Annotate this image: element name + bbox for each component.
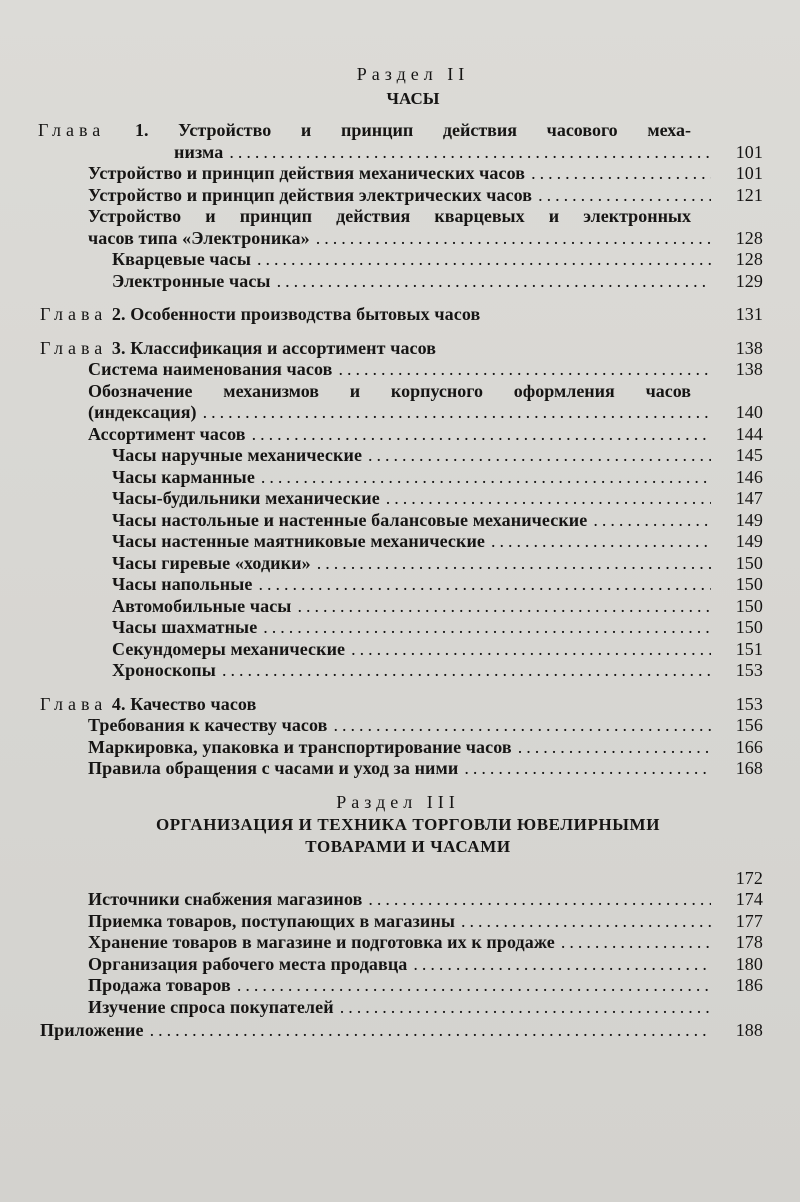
page-number: 168 (735, 758, 763, 778)
chapter-4-prefix: Глава (40, 693, 108, 714)
toc-row (38, 488, 763, 510)
toc-row (38, 359, 763, 381)
toc-entry: Часы-будильники механические (112, 488, 380, 508)
leader-dots (386, 488, 711, 510)
toc-entry: Устройство и принцип действия механических часов (88, 163, 526, 183)
section-3-title-line2: ТОВАРАМИ И ЧАСАМИ (305, 836, 511, 856)
page-number: 178 (735, 932, 763, 952)
toc-row (38, 617, 763, 639)
chapter-2-prefix: Глава (40, 304, 108, 324)
toc-entry: Правила обращения с часами и уход за ними (88, 758, 459, 778)
toc-row (38, 596, 763, 618)
table-of-contents (38, 62, 763, 1042)
leader-dots (229, 142, 711, 164)
toc-row (38, 737, 763, 759)
toc-subentry: Электронные часы (112, 270, 271, 291)
leader-dots (297, 596, 711, 618)
leader-dots (368, 445, 711, 467)
page-number: 150 (735, 552, 763, 573)
page-number: 138 (735, 337, 763, 358)
chapter-2-row (38, 304, 763, 326)
leader-dots (252, 424, 711, 446)
section-3-title-line1: ОРГАНИЗАЦИЯ И ТЕХНИКА ТОРГОВЛИ ЮВЕЛИРНЫМИ (155, 814, 661, 834)
leader-dots (258, 574, 711, 596)
page-number: 153 (735, 693, 763, 714)
page-number: 150 (735, 617, 763, 637)
toc-entry: Часы настольные и настенные балансовые механические (112, 509, 588, 530)
toc-row (38, 868, 763, 890)
leader-dots (593, 510, 711, 532)
page-number: 150 (735, 595, 763, 616)
leader-dots (261, 467, 711, 489)
toc-entry: Требования к качеству часов (88, 715, 328, 735)
toc-entry-line1: Устройство и принцип действия кварцевых и электронных (88, 206, 691, 226)
toc-row (38, 510, 763, 532)
toc-entry: Организация рабочего места продавца (88, 953, 408, 974)
leader-dots (518, 737, 711, 759)
toc-row (38, 997, 763, 1019)
page-number: 145 (735, 445, 763, 465)
section-3-title (98, 814, 718, 858)
toc-entry: Автомобильные часы (112, 595, 292, 616)
toc-entry: Часы наручные механические (112, 445, 363, 465)
chapter-1-title-line2: низма (174, 141, 224, 162)
chapter-2-heading (40, 304, 480, 326)
toc-row (38, 889, 763, 911)
leader-dots (203, 402, 711, 424)
toc-row (38, 424, 763, 446)
leader-dots (237, 975, 711, 997)
page-number: 101 (735, 163, 763, 183)
toc-row (38, 758, 763, 780)
appendix-row (38, 1020, 763, 1042)
toc-entry: Продажа товаров (88, 975, 231, 995)
toc-subentry: Кварцевые часы (112, 249, 252, 269)
chapter-1-title-line1: 1. Устройство и принцип действия часового меха- (134, 120, 691, 140)
toc-row (38, 553, 763, 575)
page-number: 129 (735, 270, 763, 291)
page-number: 172 (735, 867, 763, 888)
page-number: 147 (735, 488, 763, 508)
chapter-4-title: 4. Качество часов (111, 693, 257, 714)
page-number: 180 (735, 953, 763, 974)
chapter-1-prefix: Глава (38, 120, 106, 140)
leader-dots (317, 553, 711, 575)
leader-dots (150, 1020, 711, 1042)
page-number: 149 (735, 531, 763, 551)
toc-entry: Устройство и принцип действия электрических часов (88, 184, 533, 205)
toc-entry: Система наименования часов (88, 359, 333, 379)
toc-row (38, 271, 763, 293)
toc-row (38, 911, 763, 933)
leader-dots (461, 911, 711, 933)
toc-row (38, 715, 763, 737)
toc-row (38, 467, 763, 489)
section-3-label: Раздел III (336, 791, 460, 812)
page-number: 156 (735, 715, 763, 735)
toc-row (38, 660, 763, 682)
toc-entry-line1: Обозначение механизмов и корпусного оформления часов (88, 380, 691, 401)
page-number: 174 (735, 889, 763, 909)
leader-dots (351, 639, 711, 661)
leader-dots (338, 359, 711, 381)
page-number: 151 (735, 638, 763, 659)
toc-row (38, 954, 763, 976)
toc-entry: Часы гиревые «ходики» (112, 552, 311, 573)
page-number: 186 (735, 975, 763, 995)
page-number: 138 (735, 359, 763, 379)
toc-entry: Ассортимент часов (88, 423, 246, 444)
toc-entry: Источники снабжения магазинов (88, 889, 363, 909)
toc-entry: Хранение товаров в магазине и подготовка их к продаже (88, 932, 555, 952)
toc-entry: Маркировка, упаковка и транспортирование часов (88, 736, 512, 757)
leader-dots (413, 954, 711, 976)
leader-dots (263, 617, 711, 639)
toc-row (38, 639, 763, 661)
leader-dots (464, 758, 711, 780)
page-number: 144 (735, 423, 763, 444)
appendix-entry: Приложение (40, 1020, 144, 1040)
chapter-3-prefix: Глава (40, 337, 108, 358)
leader-dots (316, 228, 711, 250)
leader-dots (368, 889, 711, 911)
toc-row (38, 185, 763, 207)
leader-dots (538, 185, 711, 207)
chapter-4-row (38, 694, 763, 716)
page-number: 121 (735, 184, 763, 205)
leader-dots (561, 932, 711, 954)
toc-entry: Секундомеры механические (112, 638, 346, 659)
toc-entry: Изучение спроса покупателей (88, 996, 334, 1017)
toc-row (38, 531, 763, 553)
leader-dots (277, 271, 711, 293)
leader-dots (222, 660, 711, 682)
page-number: 131 (735, 304, 763, 324)
toc-row (38, 402, 763, 424)
toc-row (38, 445, 763, 467)
page-number: 149 (735, 509, 763, 530)
toc-entry-line2: (индексация) (88, 402, 197, 422)
toc-entry: Хроноскопы (112, 660, 216, 680)
page-number: 150 (735, 574, 763, 594)
toc-entry-line2: часов типа «Электроника» (88, 227, 310, 248)
toc-entry: Часы напольные (112, 574, 253, 594)
leader-dots (340, 997, 711, 1019)
chapter-1-heading (38, 120, 763, 142)
toc-entry: Приемка товаров, поступающих в магазины (88, 910, 456, 931)
chapter-3-heading (40, 338, 436, 360)
leader-dots (531, 163, 711, 185)
toc-row (38, 249, 763, 271)
chapter-4-heading (40, 694, 256, 716)
chapter-3-row (38, 338, 763, 360)
toc-row (38, 228, 763, 250)
page-number: 153 (735, 660, 763, 680)
toc-row (38, 975, 763, 997)
page-number: 140 (735, 402, 763, 422)
section-2-label: Раздел II (356, 64, 470, 84)
toc-entry: Часы карманные (112, 466, 255, 487)
page-number: 101 (735, 141, 763, 162)
page-number: 166 (735, 736, 763, 757)
chapter-3-title: 3. Классификация и ассортимент часов (111, 337, 437, 358)
page-number: 128 (735, 249, 763, 269)
leader-dots (334, 715, 712, 737)
toc-row (38, 932, 763, 954)
page-number: 177 (735, 910, 763, 931)
page-number: 128 (735, 227, 763, 248)
page-number: 146 (735, 466, 763, 487)
leader-dots (257, 249, 711, 271)
toc-row (38, 574, 763, 596)
toc-entry: Часы шахматные (112, 617, 258, 637)
toc-row (38, 142, 763, 164)
toc-row (38, 163, 763, 185)
toc-entry: Часы настенные маятниковые механические (112, 531, 486, 551)
section-2-title: ЧАСЫ (386, 89, 440, 108)
chapter-2-title: 2. Особенности производства бытовых часов (111, 304, 481, 324)
leader-dots (491, 531, 711, 553)
page-number: 188 (735, 1020, 763, 1040)
